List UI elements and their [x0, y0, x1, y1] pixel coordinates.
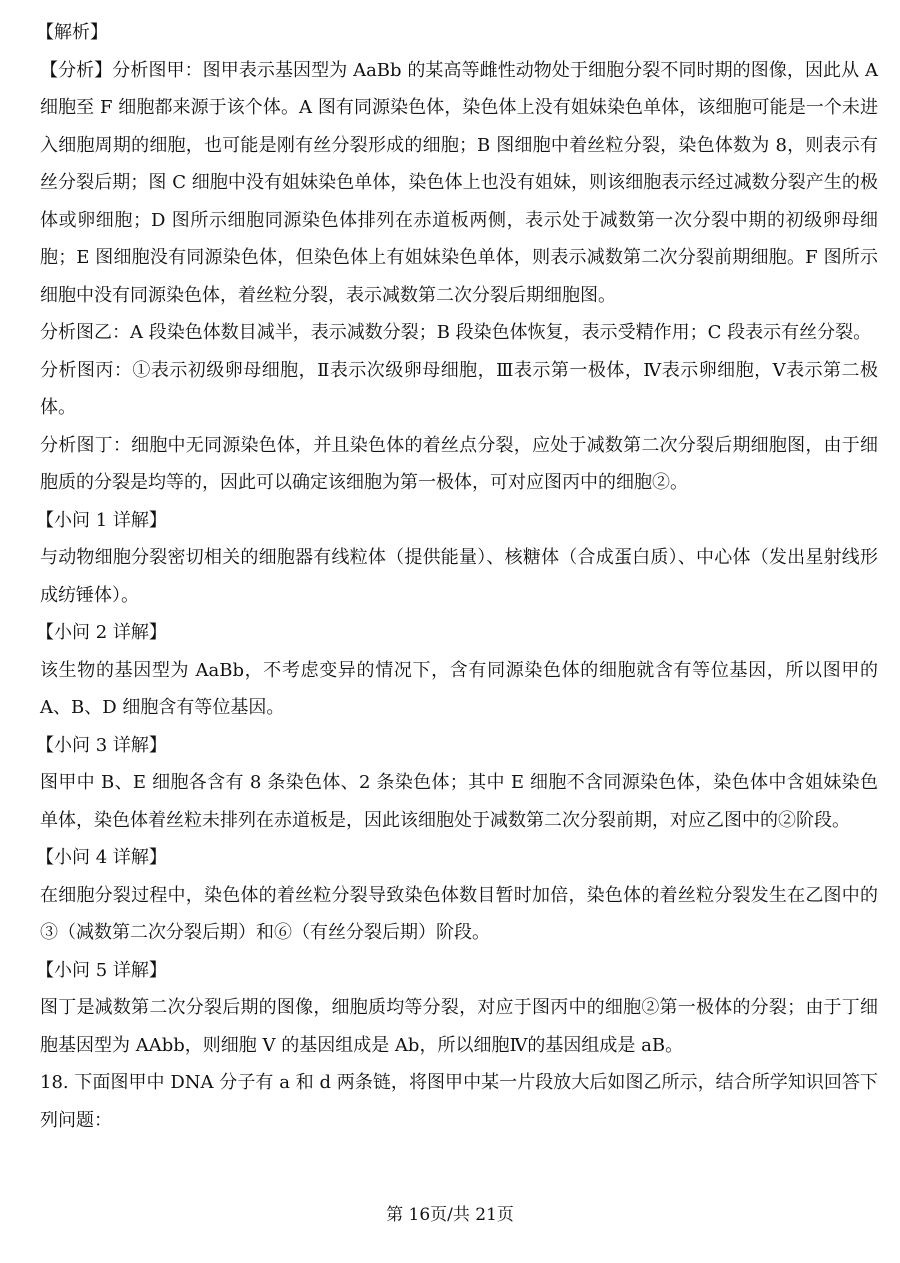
analysis-figure-ding: 分析图丁：细胞中无同源染色体，并且染色体的着丝点分裂，应处于减数第二次分裂后期细胞图，由于细胞质的分裂是均等的，因此可以确定该细胞为第一极体，可对应图丙中的细胞②。: [40, 434, 878, 493]
q1-heading: 【小问 1 详解】: [36, 509, 167, 531]
q2-heading: 【小问 2 详解】: [36, 622, 167, 643]
analysis-figure-bing: 分析图丙：①表示初级卵母细胞，Ⅱ表示次级卵母细胞，Ⅲ表示第一极体，Ⅳ表示卵细胞，Ⅴ表示第二极体。: [40, 359, 878, 418]
q3-text: 图甲中 B、E 细胞各含有 8 条染色体、2 条染色体；其中 E 细胞不含同源染色体，染色体中含姐妹染色单体，染色体着丝粒未排列在赤道板是，因此该细胞处于减数第二次分裂前期，对应乙图中的②阶段。: [40, 772, 878, 831]
q4-heading: 【小问 4 详解】: [36, 847, 167, 868]
q1-text: 与动物细胞分裂密切相关的细胞器有线粒体（提供能量）、核糖体（合成蛋白质）、中心体（发出星射线形成纺锤体）。: [40, 547, 878, 606]
q3-heading: 【小问 3 详解】: [36, 734, 167, 756]
q4-text: 在细胞分裂过程中，染色体的着丝粒分裂导致染色体数目暂时加倍，染色体的着丝粒分裂发生在乙图中的③（减数第二次分裂后期）和⑥（有丝分裂后期）阶段。: [40, 884, 878, 943]
question-18-text: 18. 下面图甲中 DNA 分子有 a 和 d 两条链，将图甲中某一片段放大后如图乙所示，结合所学知识回答下列问题：: [40, 1072, 878, 1131]
q5-text: 图丁是减数第二次分裂后期的图像，细胞质均等分裂，对应于图丙中的细胞②第一极体的分裂；由于丁细胞基因型为 AAbb，则细胞 V 的基因组成是 Ab，所以细胞Ⅳ的基因组成是 aB。: [40, 997, 878, 1056]
page-number: 第 16页/共 21页: [386, 1205, 514, 1225]
q2-text: 该生物的基因型为 AaBb，不考虑变异的情况下，含有同源染色体的细胞就含有等位基因，所以图甲的 A、B、D 细胞含有等位基因。: [40, 659, 878, 718]
page-footer: [0, 1203, 900, 1227]
analysis-figure-jia: 【分析】分析图甲：图甲表示基因型为 AaBb 的某高等雌性动物处于细胞分裂不同时期的图像，因此从 A 细胞至 F 细胞都来源于该个体。A 图有同源染色体，染色体上没有姐妹染色单体，该细胞可能是一个未进入细胞周期的细胞，也可能是刚有丝分裂形成的细胞；B 图细胞中着丝粒分裂，染色体数为 8，则表示有丝分裂后期；图 C 细胞中没有姐妹染色单体，染色体上也没有姐妹，则该细胞表示经过减数分裂产生的极体或卵细胞；D 图所示细胞同源染色体排列在赤道板两侧，表示处于减数第一次分裂中期的初级卵母细胞；E 图细胞没有同源染色体，但染色体上有姐妹染色单体，则表示减数第二次分裂前期细胞。F 图所示细胞中没有同源染色体，着丝粒分裂，表示减数第二次分裂后期细胞图。: [40, 59, 878, 306]
section-header-jiexi: 【解析】: [36, 22, 108, 43]
document-page: [36, 14, 878, 1139]
q5-heading: 【小问 5 详解】: [36, 959, 167, 981]
analysis-figure-yi: 分析图乙：A 段染色体数目减半，表示减数分裂；B 段染色体恢复，表示受精作用；C 段表示有丝分裂。: [40, 322, 872, 343]
